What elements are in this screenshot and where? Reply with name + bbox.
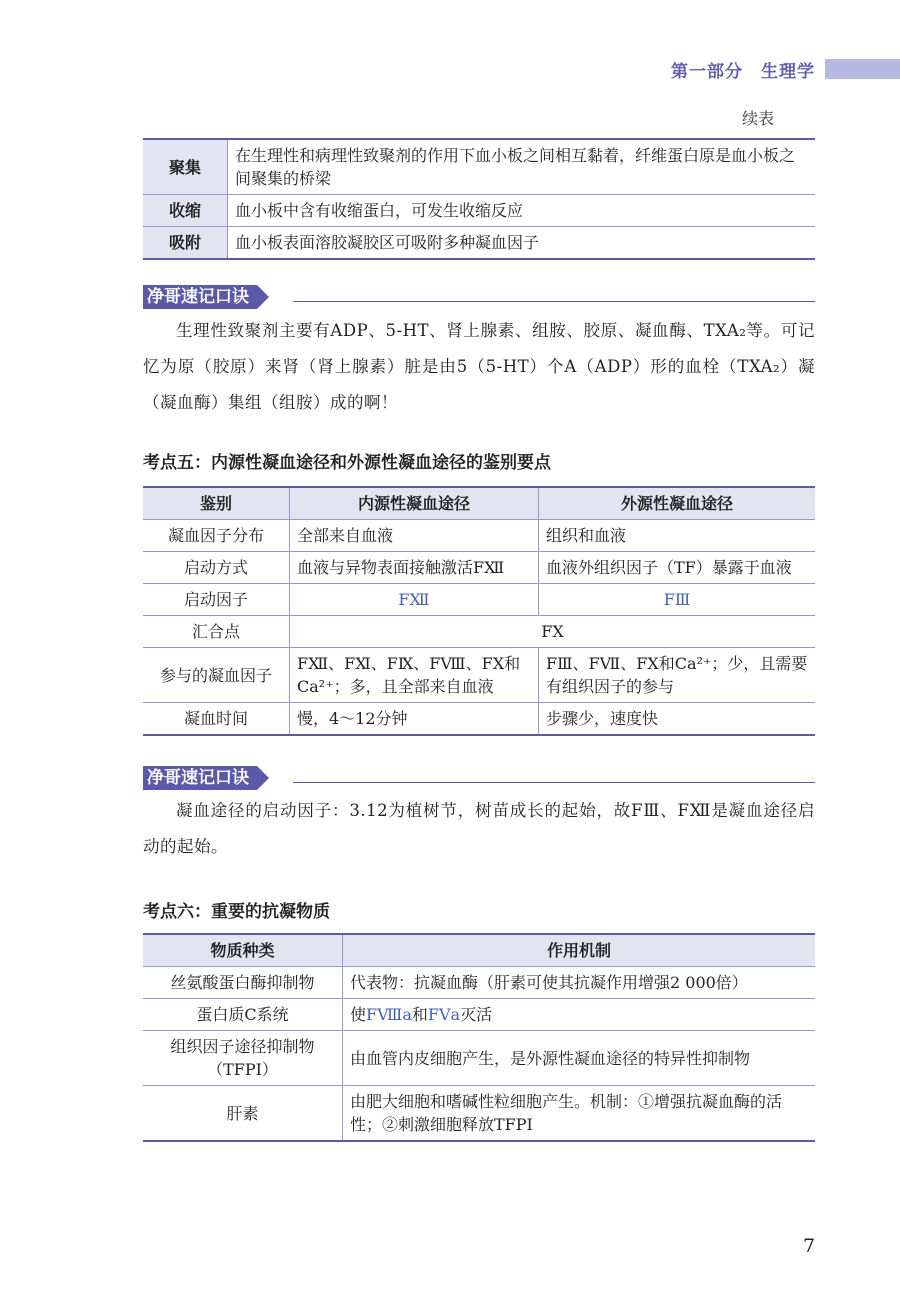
table-row xyxy=(143,195,815,227)
mnemonic-banner xyxy=(143,766,815,790)
row-label: 凝血时间 xyxy=(143,703,290,736)
table-row xyxy=(143,139,815,195)
row-text: 由血管内皮细胞产生，是外源性凝血途径的特异性抑制物 xyxy=(343,1031,816,1086)
mnemonic-banner xyxy=(143,285,815,309)
table-row xyxy=(143,552,815,584)
table-row xyxy=(143,1086,815,1142)
cell-intrinsic: 慢，4～12分钟 xyxy=(290,703,539,736)
factor-viiia: FⅧa xyxy=(366,1005,412,1024)
row-text: 血小板表面溶胶凝胶区可吸附多种凝血因子 xyxy=(228,227,816,260)
cell-intrinsic: FⅫ、FⅪ、FⅨ、FⅧ、FⅩ和Ca²⁺；多，且全部来自血液 xyxy=(290,648,539,703)
cell-extrinsic: 血液外组织因子（TF）暴露于血液 xyxy=(539,552,816,584)
row-label: 聚集 xyxy=(143,139,228,195)
table-row xyxy=(143,1031,815,1086)
page-header xyxy=(671,55,900,83)
section-title: 考点五：内源性凝血途径和外源性凝血途径的鉴别要点 xyxy=(143,453,551,473)
cell-intrinsic: 血液与异物表面接触激活FⅫ xyxy=(290,552,539,584)
text-part: 和 xyxy=(411,1005,428,1024)
header-bar xyxy=(825,59,900,79)
banner-rule xyxy=(293,782,815,783)
table-row xyxy=(143,967,815,999)
table-row xyxy=(143,616,815,648)
row-label: 肝素 xyxy=(143,1086,343,1142)
table-row xyxy=(143,227,815,260)
row-text: 血小板中含有收缩蛋白，可发生收缩反应 xyxy=(228,195,816,227)
cell-extrinsic: FⅢ xyxy=(539,584,816,616)
row-label: 蛋白质C系统 xyxy=(143,999,343,1031)
text-part: 灭活 xyxy=(460,1005,493,1024)
cell-intrinsic: 全部来自血液 xyxy=(290,520,539,552)
row-text: 由肥大细胞和嗜碱性粒细胞产生。机制：①增强抗凝血酶的活性；②刺激细胞释放TFPI xyxy=(343,1086,816,1142)
mnemonic-badge: 净哥速记口诀 xyxy=(143,766,257,790)
cell-extrinsic: 步骤少，速度快 xyxy=(539,703,816,736)
mnemonic-text: 凝血途径的启动因子：3.12为植树节，树苗成长的起始，故FⅢ、FⅫ是凝血途径启动的起始。 xyxy=(143,801,815,856)
column-header: 鉴别 xyxy=(143,487,290,520)
row-label: 收缩 xyxy=(143,195,228,227)
table-header-row xyxy=(143,934,815,967)
coagulation-pathway-table xyxy=(143,486,815,736)
text-part: 使 xyxy=(350,1005,367,1024)
page-number: 7 xyxy=(803,1235,816,1257)
row-label: 汇合点 xyxy=(143,616,290,648)
header-title: 第一部分 生理学 xyxy=(671,61,815,82)
row-label: 组织因子途径抑制物（TFPI） xyxy=(143,1031,343,1086)
table-row xyxy=(143,703,815,736)
row-text: 代表物：抗凝血酶（肝素可使其抗凝作用增强2 000倍） xyxy=(343,967,816,999)
row-label: 参与的凝血因子 xyxy=(143,648,290,703)
factor-va: FⅤa xyxy=(427,1005,461,1024)
table-row xyxy=(143,584,815,616)
anticoagulant-table xyxy=(143,933,815,1142)
cell-intrinsic: FⅫ xyxy=(290,584,539,616)
table-row xyxy=(143,999,815,1031)
column-header: 物质种类 xyxy=(143,934,343,967)
row-label: 启动方式 xyxy=(143,552,290,584)
row-label: 丝氨酸蛋白酶抑制物 xyxy=(143,967,343,999)
cell-extrinsic: FⅢ、FⅦ、FⅩ和Ca²⁺；少，且需要有组织因子的参与 xyxy=(539,648,816,703)
cell-extrinsic: 组织和血液 xyxy=(539,520,816,552)
row-text xyxy=(343,999,816,1031)
section-title: 考点六：重要的抗凝物质 xyxy=(143,902,330,922)
banner-rule xyxy=(293,301,815,302)
table-row xyxy=(143,520,815,552)
mnemonic-text: 生理性致聚剂主要有ADP、5-HT、肾上腺素、组胺、胶原、凝血酶、TXA₂等。可记忆为原（胶原）来肾（肾上腺素）脏是由5（5-HT）个A（ADP）形的血栓（TXA₂）凝（凝血酶）集组（组胺）成的啊！ xyxy=(143,321,815,412)
cell-merged: FⅩ xyxy=(290,616,816,648)
continued-label: 续表 xyxy=(742,109,775,128)
column-header: 外源性凝血途径 xyxy=(539,487,816,520)
mnemonic-badge: 净哥速记口诀 xyxy=(143,285,257,309)
table-header-row xyxy=(143,487,815,520)
row-text: 在生理性和病理性致聚剂的作用下血小板之间相互黏着，纤维蛋白原是血小板之间聚集的桥梁 xyxy=(228,139,816,195)
column-header: 作用机制 xyxy=(343,934,816,967)
row-label: 凝血因子分布 xyxy=(143,520,290,552)
platelet-table xyxy=(143,138,815,260)
column-header: 内源性凝血途径 xyxy=(290,487,539,520)
row-label: 吸附 xyxy=(143,227,228,260)
table-row xyxy=(143,648,815,703)
row-label: 启动因子 xyxy=(143,584,290,616)
